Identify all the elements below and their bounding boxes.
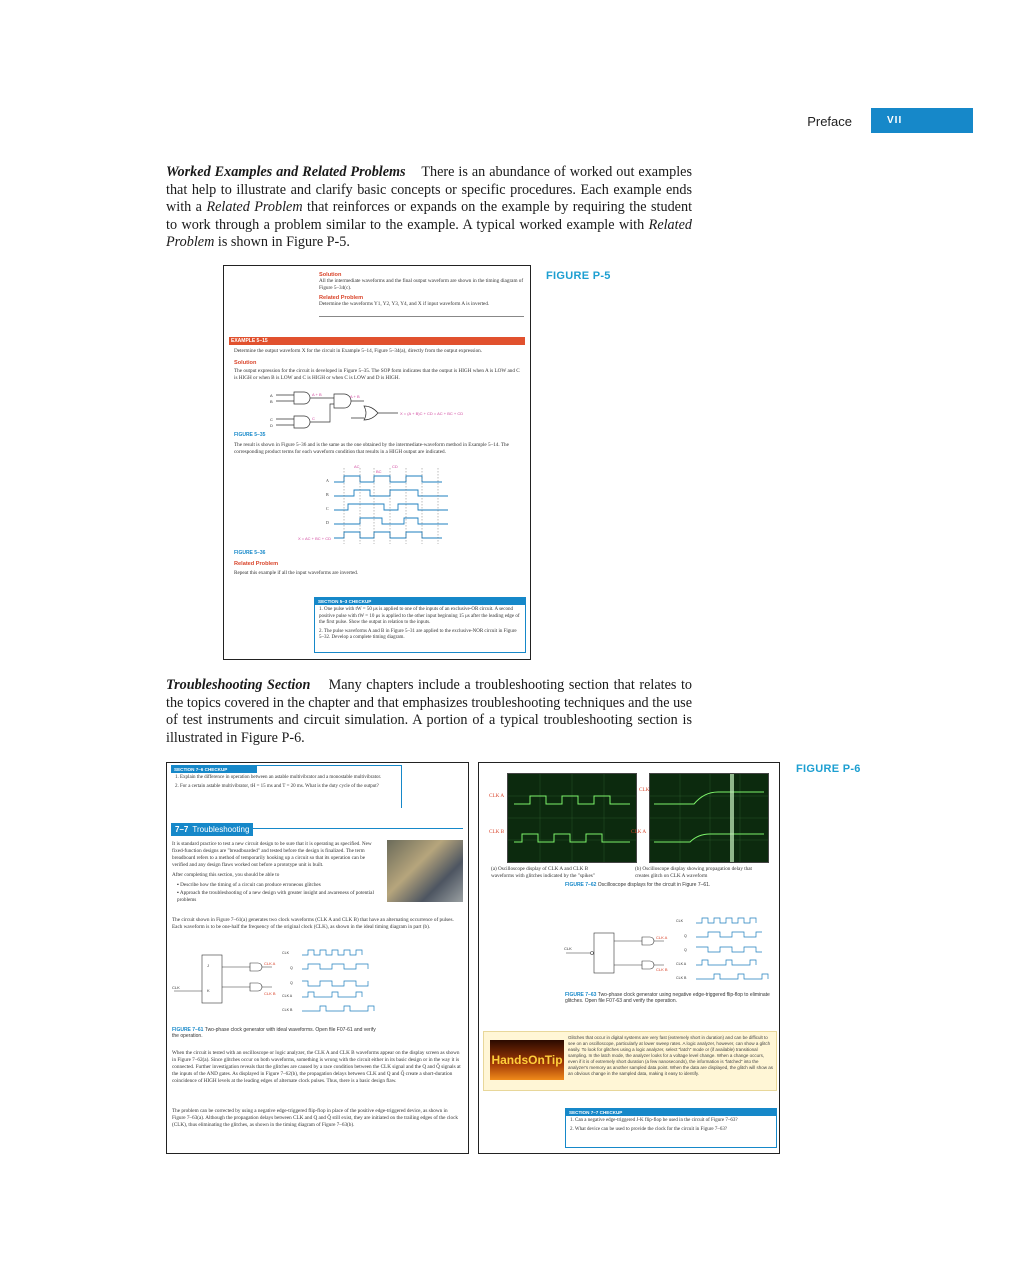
body-paragraph-2: When the circuit is tested with an oscilloscope or logic analyzer, the CLK A and CLK B waveforms appear on the display screen as shown in Figure 7–62(a). Since glitches occur on both waveforms, something is wrong with the circuit either in its basic design or in the way it is connected. Further investigation reveals that the glitches are caused by a race condition between the CLK signal and the Q and Q̄ signals at the inputs of the AND gates. As displayed in Figure 7–62(b), the propagation delays between CLK and Q and Q̄ create a short-duration coincidence of HIGH levels at the leading edges of alternate clock pulses. Thus, there is a basic design flaw. [172, 1050, 461, 1084]
svg-text:A: A [270, 393, 273, 398]
figure-7-61-caption [172, 1027, 382, 1039]
checkup-7-7-item-1: 1. Can a negative edge-triggered J-K flip-flop be used in the circuit of Figure 7–63? [570, 1118, 738, 1123]
troubleshooting-text: Many chapters include a troubleshooting section that relates to the topics covered in the chapter and that emphasizes troubleshooting techniques and the use of test instruments and circuit simulation. A portion of a typical troubleshooting section is illustrated in Figure P-6. [166, 677, 693, 746]
related-problem-heading: Related Problem [319, 295, 364, 301]
figure-7-63-label: FIGURE 7–63 [565, 992, 597, 998]
svg-text:CLK B: CLK B [676, 976, 687, 980]
figure-7-62-text: Oscilloscope displays for the circuit in Figure 7–61. [597, 882, 711, 888]
svg-text:CLK B: CLK B [282, 1008, 293, 1012]
svg-text:C: C [326, 506, 329, 511]
svg-text:A: A [326, 478, 329, 483]
worked-examples-text-3: is shown in Figure P-5. [217, 234, 350, 251]
related-problem-term-2: Related Problem [166, 216, 692, 251]
solution-block [319, 272, 524, 308]
svg-text:Q: Q [290, 981, 293, 985]
after-completing-text: After completing this section, you should be able to [172, 872, 280, 878]
hands-on-tip-text: Glitches that occur in digital systems are very fast (extremely short in duration) and can be difficult to see on an oscilloscope, particularly at lower sweep rates. A logic analyzer, however, can show a glitch easily. To look for glitches using a logic analyzer, select "latch" mode or (if available) transitional sampling. In the latch mode, the analyzer looks for a voltage level change. When a change occurs, even if it is of extremely short duration (a few nanoseconds), the information is "latched" into the analyzer's memory as another sampled data point. When the data are displayed, the glitch will show as an obvious change in the sampled data, making it easy to identify. [568, 1035, 773, 1076]
oscilloscope-display-a [507, 773, 637, 863]
solution-text: All the intermediate waveforms and the final output waveform are shown in the timing diagram of Figure 5–34(c). [319, 278, 524, 291]
svg-text:D: D [270, 423, 273, 428]
svg-text:C: C [270, 417, 273, 422]
page-number-tab: VII [871, 108, 973, 133]
logic-circuit-diagram [264, 388, 504, 434]
related2-heading: Related Problem [234, 561, 279, 567]
example-text: Determine the output waveform X for the circuit in Example 5–14, Figure 5–34(a), directly from the output expression. [234, 348, 483, 354]
svg-text:CLK: CLK [676, 919, 683, 923]
example-bar: EXAMPLE 5–15 [229, 337, 525, 345]
section-7-7-checkup [565, 1108, 777, 1148]
section-5-3-checkup [314, 597, 526, 653]
worked-examples-lead: Worked Examples and Related Problems [166, 164, 406, 180]
figure-p6-left-page [166, 762, 469, 1154]
svg-text:CLK B: CLK B [656, 967, 668, 972]
svg-text:CLK B: CLK B [264, 991, 276, 996]
body-paragraph-1: The circuit shown in Figure 7–61(a) generates two clock waveforms (CLK A and CLK B) that have an alternating occurrence of pulses. Each waveform is to be one-half the frequency of the original clock (CLK), as shown in the ideal timing diagram in part (b). [172, 917, 454, 930]
technician-photo [387, 840, 463, 902]
svg-text:BC: BC [376, 469, 382, 474]
svg-text:B: B [326, 492, 329, 497]
hands-on-tip-logo: HandsOnTip [490, 1040, 564, 1080]
figure-p5-caption: FIGURE P-5 [546, 270, 611, 282]
checkup-5-3-item-1: 1. One pulse with tW = 50 μs is applied to one of the inputs of an exclusive-OR circuit. A second positive pulse with tW = 10 μs is applied to the other input beginning 15 μs after the leading edge of the first pulse. Show the output in relation to the inputs. [319, 607, 520, 626]
svg-text:Q: Q [684, 934, 687, 938]
svg-text:A + B: A + B [350, 394, 360, 399]
scope-b-clk-label: CLK [639, 787, 650, 793]
svg-text:A + B: A + B [312, 392, 322, 397]
checkup-5-3-item-2: 2. The pulse waveforms A and B in Figure 5–31 are applied to the exclusive-NOR circuit in Figure 5–32. Develop a complete timing diagram. [319, 628, 517, 641]
body-paragraph-3: The problem can be corrected by using a negative edge-triggered flip-flop in place of the positive edge-triggered device, as shown in Figure 7–63(a). Although the propagation delays between CLK and Q and Q̄ still exist, they are initiated on the trailing edges of the clock (CLK), thus eliminating the glitches, as shown in the timing diagram of Figure 7–63(b). [172, 1108, 458, 1128]
solution2-heading: Solution [234, 360, 257, 366]
checkup-5-3-heading: SECTION 5–3 CHECKUP [315, 598, 525, 605]
objective-bullet-2: ▪ Approach the troubleshooting of a new design with greater insight and awareness of potential problems [177, 890, 374, 903]
svg-text:CLK: CLK [564, 946, 572, 951]
figure-5-35-label: FIGURE 5–35 [234, 432, 266, 438]
svg-text:CLK: CLK [172, 985, 180, 990]
figure-p5-frame [223, 265, 531, 660]
checkup-7-7-item-2: 2. What device can be used to provide the clock for the circuit in Figure 7–63? [570, 1126, 728, 1132]
checkup-7-6-heading: SECTION 7–6 CHECKUP [171, 766, 257, 773]
clk-b-label: CLK B [489, 829, 505, 835]
result-text: The result is shown in Figure 5–36 and is the same as the one obtained by the intermediate-waveform method in Example 5–14. The corresponding product terms for each waveform condition that results in a HIGH output are indicated. [234, 442, 509, 455]
svg-text:CLK: CLK [282, 951, 289, 955]
worked-examples-text-1: There is an abundance of worked out examples that help to illustrate and clarify basic concepts or specific procedures. Each example ends with a [166, 164, 692, 216]
checkup-7-6-item-1: 1. Explain the difference in operation between an astable multivibrator and a monostable multivibrator. [175, 775, 382, 780]
checkup-7-7-heading: SECTION 7–7 CHECKUP [566, 1109, 776, 1116]
figure-p6-right-page [478, 762, 780, 1154]
svg-text:K: K [207, 988, 210, 993]
checkup-7-6-item-2: 2. For a certain astable multivibrator, tH = 15 ms and T = 20 ms. What is the duty cycle of the output? [175, 783, 379, 789]
section-number: 7–7 [175, 825, 189, 834]
related2-text: Repeat this example if all the input waveforms are inverted. [234, 570, 359, 576]
objective-bullet-1: ▪ Describe how the timing of a circuit can produce erroneous glitches [177, 882, 321, 888]
worked-examples-paragraph [166, 164, 692, 252]
svg-text:AC: AC [354, 464, 360, 469]
svg-text:J: J [207, 963, 209, 968]
svg-text:CLK A: CLK A [264, 961, 276, 966]
scope-caption-b: (b) Oscilloscope display showing propagation delay that creates glitch on CLK A waveform [635, 866, 752, 879]
clk-a-label: CLK A [489, 793, 505, 799]
section-7-6-checkup [171, 765, 402, 808]
svg-text:CLK A: CLK A [282, 994, 293, 998]
timing-diagram [284, 464, 494, 546]
section-7-7-title-bar [171, 823, 253, 836]
solution2-text: The output expression for the circuit is developed in Figure 5–35. The SOP form indicates that the output is HIGH when A is LOW and C is HIGH or when B is LOW and C is HIGH or when C is LOW and D is HIGH. [234, 368, 520, 381]
figure-7-62-caption [565, 882, 770, 888]
section-intro: It is standard practice to test a new circuit design to be sure that it is operating as specified. New fixed-function designs are "breadboarded" and tested before the design is finalized. The term breadboard refers to a method of temporarily hooking up a circuit so that its operation can be verified and any design flaws worked out before a prototype unit is built. [172, 841, 372, 868]
svg-text:Q: Q [684, 948, 687, 952]
figure-7-61-text: Two-phase clock generator with ideal waveforms. Open file F07-61 and verify the operation. [172, 1027, 376, 1039]
troubleshooting-lead: Troubleshooting Section [166, 677, 311, 693]
figure-p6-caption: FIGURE P-6 [796, 763, 861, 775]
svg-text:B: B [270, 399, 273, 404]
solution-heading: Solution [319, 272, 342, 278]
two-phase-clock-circuit [172, 947, 462, 1027]
oscilloscope-display-b [649, 773, 769, 863]
hands-on-tip-box [483, 1031, 777, 1091]
svg-text:X = (A + B)C + CD = AC + BC +: X = (A + B)C + CD = AC + BC + CD [400, 411, 464, 416]
svg-text:CLK A: CLK A [676, 962, 687, 966]
solution-rule [319, 316, 524, 317]
related-problem-text: Determine the waveforms Y1, Y2, Y3, Y4, and X if input waveform A is inverted. [319, 301, 490, 307]
scope-b-clka-label: CLK A [631, 829, 647, 835]
svg-text:X = AC + BC + CD: X = AC + BC + CD [298, 536, 332, 541]
figure-7-63-caption [565, 992, 770, 1004]
related-problem-term-1: Related Problem [206, 199, 303, 216]
section-title: Troubleshooting [192, 825, 250, 834]
troubleshooting-paragraph [166, 677, 692, 747]
running-header-label: Preface [807, 114, 852, 129]
figure-7-62-label: FIGURE 7–62 [565, 882, 597, 888]
svg-text:C: C [312, 416, 315, 421]
svg-text:D: D [326, 520, 329, 525]
figure-5-36-label: FIGURE 5–36 [234, 550, 266, 556]
worked-examples-text-2: that reinforces or expands on the example by requiring the student to work through a problem similar to the example. A typical worked example with [166, 199, 693, 233]
svg-text:CD: CD [392, 464, 398, 469]
negative-edge-clock-circuit [564, 913, 776, 993]
figure-7-63-text: Two-phase clock generator using negative edge-triggered flip-flop to eliminate glitches. Open file F07-63 and verify the operation. [565, 992, 770, 1004]
scope-caption-a: (a) Oscilloscope display of CLK A and CLK B waveforms with glitches indicated by the "spikes" [491, 866, 595, 879]
svg-text:CLK A: CLK A [656, 935, 668, 940]
figure-7-61-label: FIGURE 7–61 [172, 1027, 204, 1033]
svg-text:Q: Q [290, 966, 293, 970]
